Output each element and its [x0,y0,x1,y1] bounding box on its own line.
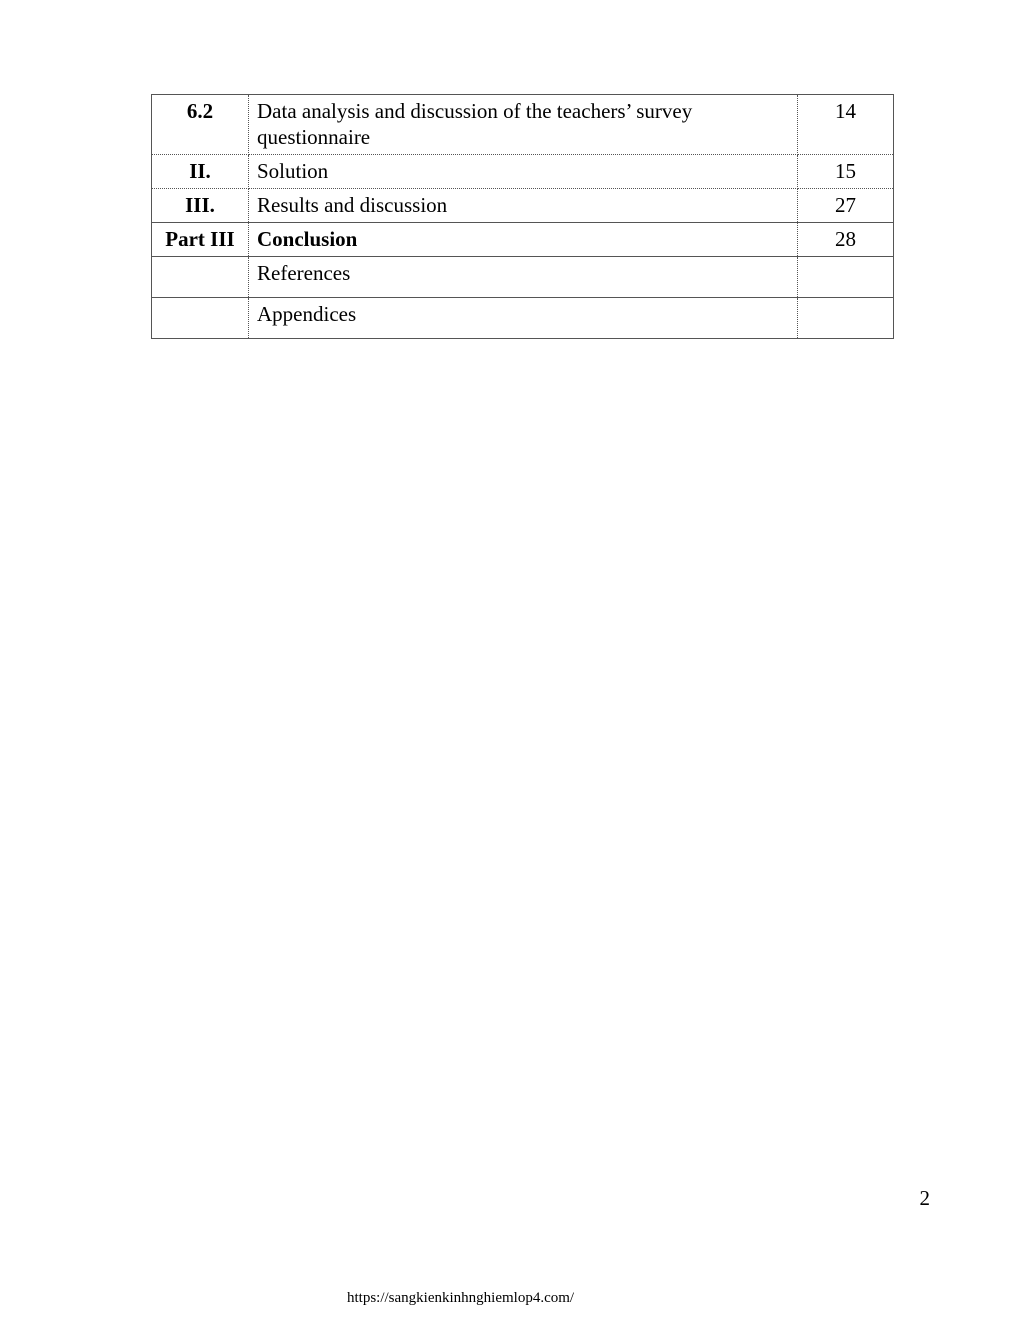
footer-url: https://sangkienkinhnghiemlop4.com/ [347,1290,575,1306]
section-title: Results and discussion [249,189,798,223]
section-number: Part III [152,223,249,257]
section-page [798,298,894,339]
table-row [152,189,894,223]
section-page: 14 [798,95,894,155]
section-title: Conclusion [249,223,798,257]
section-title: Data analysis and discussion of the teachers’ survey questionnaire [249,95,798,155]
section-page: 27 [798,189,894,223]
table-row [152,95,894,155]
section-page: 15 [798,155,894,189]
section-number [152,298,249,339]
section-title: Solution [249,155,798,189]
section-number [152,257,249,298]
section-number: II. [152,155,249,189]
section-page: 28 [798,223,894,257]
section-number: 6.2 [152,95,249,155]
table-row [152,155,894,189]
section-number: III. [152,189,249,223]
section-title: Appendices [249,298,798,339]
table-row [152,223,894,257]
table-of-contents [151,94,894,339]
section-title: References [249,257,798,298]
table-row [152,257,894,298]
table-row [152,298,894,339]
section-page [798,257,894,298]
page-number: 2 [919,1186,930,1210]
